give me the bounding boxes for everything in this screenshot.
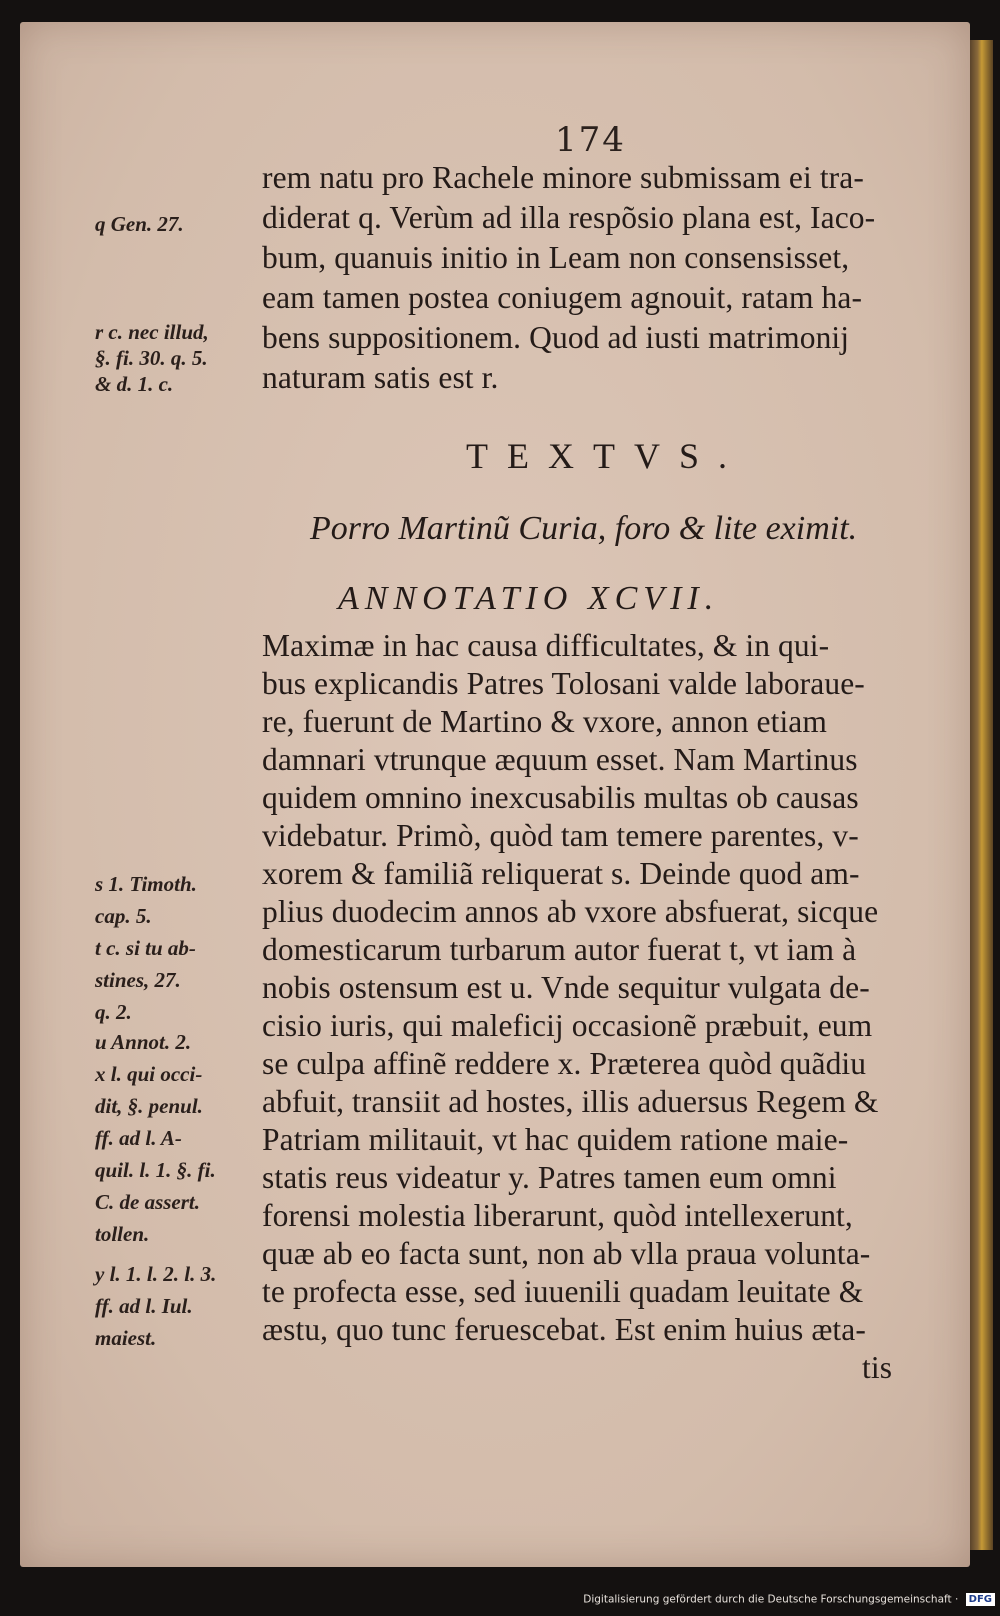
- margin-note: dit, §. penul.: [95, 1094, 203, 1118]
- section-heading: TEXTVS.: [466, 436, 746, 476]
- text-line: rem natu pro Rachele minore submissam ei tra-: [262, 160, 864, 195]
- annotation-title: ANNOTATIO XCVII.: [338, 580, 720, 617]
- margin-note: tollen.: [95, 1222, 150, 1246]
- text-line: eam tamen postea coniugem agnouit, ratam ha-: [262, 280, 863, 315]
- margin-note: & d. 1. c.: [95, 372, 174, 396]
- margin-note: quil. l. 1. §. fi.: [95, 1158, 216, 1182]
- text-line: Maximæ in hac causa difficultates, & in qui-: [262, 628, 830, 663]
- margin-note: x l. qui occi-: [95, 1062, 203, 1086]
- margin-note: §. fi. 30. q. 5.: [95, 346, 208, 370]
- margin-note: C. de assert.: [95, 1190, 200, 1214]
- text-line: cisio iuris, qui maleficij occasionẽ præbuit, eum: [262, 1008, 873, 1043]
- margin-note: stines, 27.: [95, 968, 181, 992]
- text-line: quidem omnino inexcusabilis multas ob causas: [262, 780, 859, 815]
- margin-note: q. 2.: [95, 1000, 132, 1024]
- margin-note: t c. si tu ab-: [95, 936, 196, 960]
- margin-note: s 1. Timoth.: [95, 872, 197, 896]
- margin-note: q Gen. 27.: [95, 212, 184, 236]
- text-line: naturam satis est r.: [262, 360, 499, 395]
- text-line: xorem & familiã reliquerat s. Deinde quod am-: [262, 856, 860, 891]
- text-line: damnari vtrunque æquum esset. Nam Martinus: [262, 742, 858, 777]
- text-line: statis reus videatur y. Patres tamen eum omni: [262, 1160, 837, 1195]
- text-line: Patriam militauit, vt hac quidem ratione maie-: [262, 1122, 849, 1157]
- digitization-footer: [575, 1593, 995, 1613]
- text-line: bens suppositionem. Quod ad iusti matrimonij: [262, 320, 850, 355]
- dfg-logo-icon: DFG: [966, 1593, 995, 1606]
- text-line: bus explicandis Patres Tolosani valde laboraue-: [262, 666, 865, 701]
- catchword: tis: [862, 1350, 893, 1385]
- text-line: bum, quanuis initio in Leam non consensisset,: [262, 240, 850, 275]
- page-number: 174: [555, 120, 626, 160]
- text-line: videbatur. Primò, quòd tam temere parentes, v-: [262, 818, 859, 853]
- text-line: quæ ab eo facta sunt, non ab vlla praua volunta-: [262, 1236, 871, 1271]
- margin-note: cap. 5.: [95, 904, 152, 928]
- text-line: se culpa affinẽ reddere x. Præterea quòd quãdiu: [262, 1046, 867, 1081]
- text-line: nobis ostensum est u. Vnde sequitur vulgata de-: [262, 970, 870, 1005]
- footer-text: Digitalisierung gefördert durch die Deutsche Forschungsgemeinschaft ·: [583, 1593, 959, 1606]
- text-line: te profecta esse, sed iuuenili quadam leuitate &: [262, 1274, 864, 1309]
- text-line: abfuit, transiit ad hostes, illis aduersus Regem &: [262, 1084, 879, 1119]
- text-line: re, fuerunt de Martino & vxore, annon etiam: [262, 704, 827, 739]
- text-line: forensi molestia liberarunt, quòd intellexerunt,: [262, 1198, 853, 1233]
- quoted-text-line: Porro Martinũ Curia, foro & lite eximit.: [310, 510, 858, 547]
- text-line: diderat q. Verùm ad illa respõsio plana est, Iaco-: [262, 200, 876, 235]
- text-line: æstu, quo tunc feruescebat. Est enim huius æta-: [262, 1312, 866, 1347]
- text-line: plius duodecim annos ab vxore absfuerat, sicque: [262, 894, 879, 929]
- margin-note: r c. nec illud,: [95, 320, 209, 344]
- text-line: domesticarum turbarum autor fuerat t, vt iam à: [262, 932, 857, 967]
- margin-note: u Annot. 2.: [95, 1030, 192, 1054]
- margin-note: maiest.: [95, 1326, 157, 1350]
- margin-note: ff. ad l. A-: [95, 1126, 182, 1150]
- margin-note: ff. ad l. Iul.: [95, 1294, 193, 1318]
- margin-note: y l. 1. l. 2. l. 3.: [95, 1262, 217, 1286]
